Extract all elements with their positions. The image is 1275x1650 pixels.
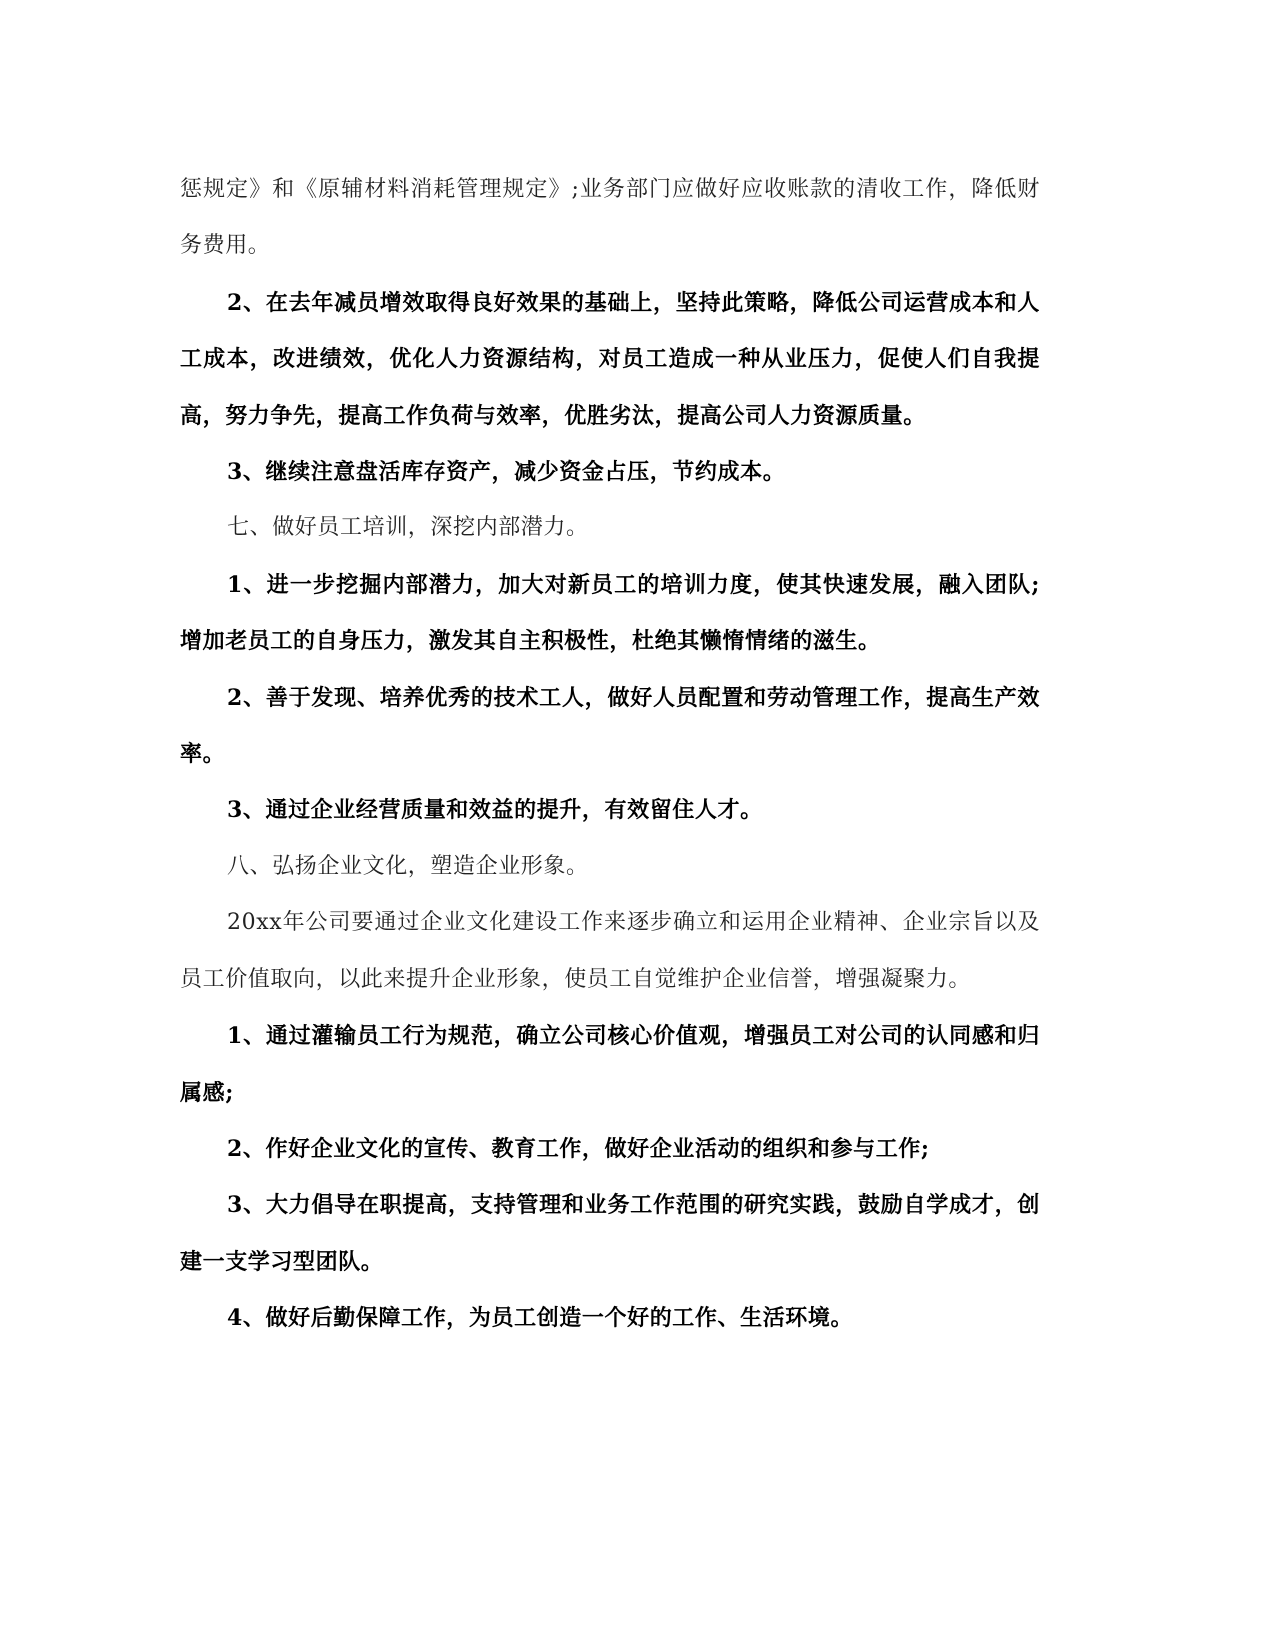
paragraph-item-1-training: 1、进一步挖掘内部潜力，加大对新员工的培训力度，使其快速发展，融入团队;增加老员工的自身压力，激发其自主积极性，杜绝其懒惰情绪的滋生。	[180, 571, 1040, 655]
paragraph-item-2-skilled-workers: 2、善于发现、培养优秀的技术工人，做好人员配置和劳动管理工作，提高生产效率。	[180, 684, 1040, 768]
paragraph-culture-intro: 20xx年公司要通过企业文化建设工作来逐步确立和运用企业精神、企业宗旨以及员工价值取向，以此来提升企业形象，使员工自觉维护企业信誉，增强凝聚力。	[180, 910, 1040, 992]
section-heading-eight: 八、弘扬企业文化，塑造企业形象。	[227, 853, 589, 879]
paragraph-culture-item-4: 4、做好后勤保障工作，为员工创造一个好的工作、生活环境。	[227, 1305, 854, 1332]
paragraph-item-2-staff-efficiency: 2、在去年减员增效取得良好效果的基础上，坚持此策略，降低公司运营成本和人工成本，改进绩效，优化人力资源结构，对员工造成一种从业压力，促使人们自我提高，努力争先，提高工作负荷与效率，优胜劣汰，提高公司人力资源质量。	[180, 289, 1040, 429]
paragraph-culture-item-3: 3、大力倡导在职提高，支持管理和业务工作范围的研究实践，鼓励自学成才，创建一支学习型团队。	[180, 1192, 1040, 1275]
section-heading-seven: 七、做好员工培训，深挖内部潜力。	[227, 515, 589, 541]
paragraph-continuation: 惩规定》和《原辅材料消耗管理规定》;业务部门应做好应收账款的清收工作，降低财务费用。	[180, 177, 1040, 259]
paragraph-culture-item-2: 2、作好企业文化的宣传、教育工作，做好企业活动的组织和参与工作;	[227, 1135, 930, 1162]
paragraph-item-3-inventory: 3、继续注意盘活库存资产，减少资金占压，节约成本。	[227, 459, 786, 486]
paragraph-culture-item-1: 1、通过灌输员工行为规范，确立公司核心价值观，增强员工对公司的认同感和归属感;	[180, 1023, 1040, 1106]
document-body	[180, 162, 1040, 1347]
paragraph-item-3-retain-talent: 3、通过企业经营质量和效益的提升，有效留住人才。	[227, 797, 763, 824]
